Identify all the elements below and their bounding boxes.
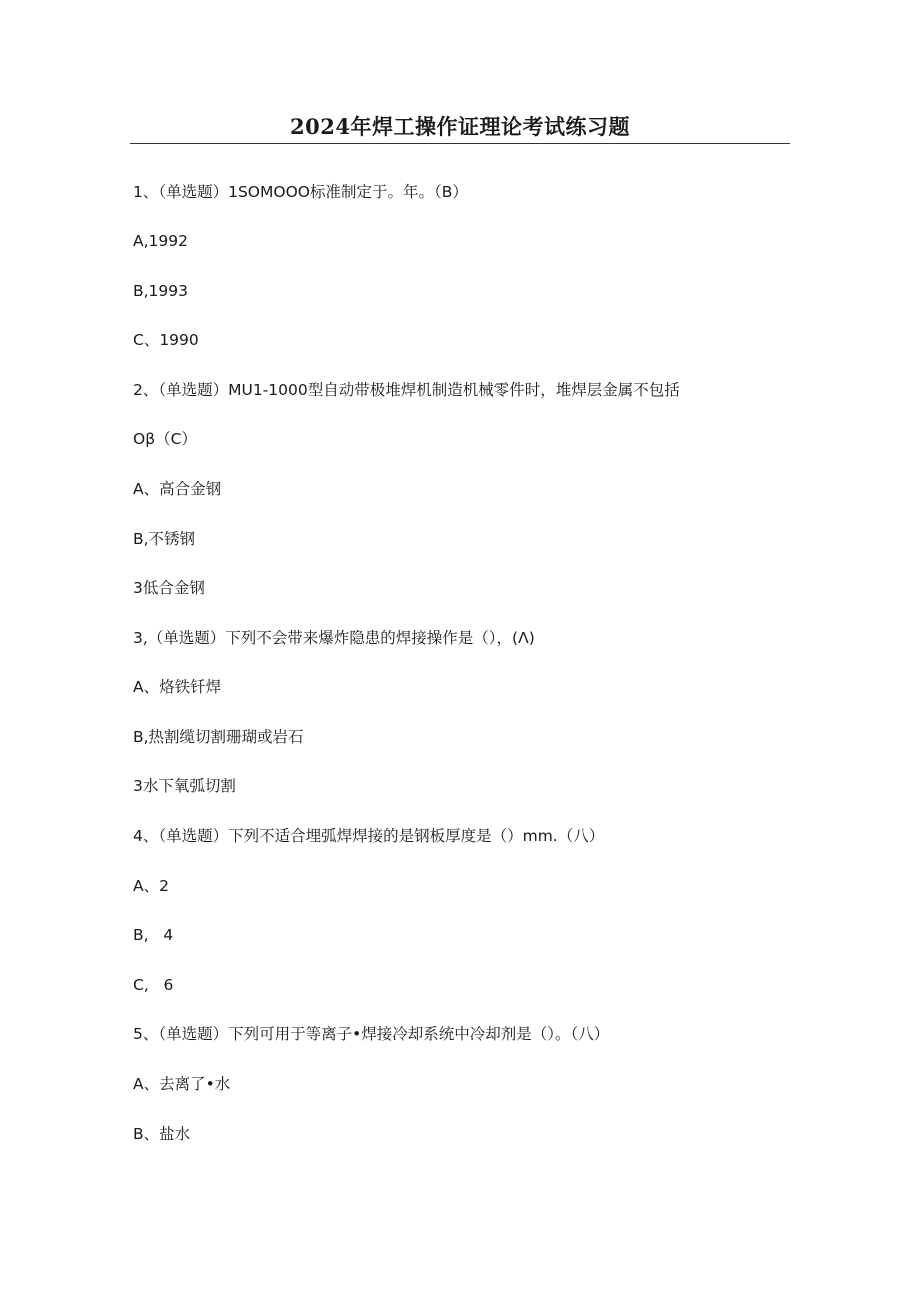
question-2-option-b: B,不锈钢	[133, 530, 196, 548]
question-4-stem: 4、（单选题）下列不适合埋弧焊焊接的是钢板厚度是（）mm.（八）	[133, 827, 605, 845]
question-5-option-b: B、盐水	[133, 1125, 191, 1143]
question-3-option-c: 3水下氧弧切割	[133, 777, 236, 795]
question-1-stem: 1、（单选题）1SOMOOO标准制定于。年。（B）	[133, 183, 468, 201]
question-5-option-a: A、去离了•水	[133, 1075, 231, 1093]
document-title: 2024年焊工操作证理论考试练习题	[290, 114, 630, 139]
question-5-stem: 5、（单选题）下列可用于等离子•焊接冷却系统中冷却剂是（）。（八）	[133, 1025, 610, 1043]
question-2-stem: 2、（单选题）MU1-1000型自动带极堆焊机制造机械零件时，堆焊层金属不包括	[133, 381, 680, 399]
question-1-option-c: C、1990	[133, 331, 199, 349]
title-underline	[130, 143, 790, 144]
question-4-option-a: A、2	[133, 877, 169, 895]
question-1-option-b: B,1993	[133, 282, 189, 300]
question-3-option-b: B,热割缆切割珊瑚或岩石	[133, 728, 304, 746]
question-3-option-a: A、烙铁钎焊	[133, 678, 222, 696]
question-4-option-b: B, 4	[133, 926, 174, 944]
question-2-option-c: 3低合金钢	[133, 579, 205, 597]
question-4-option-c: C, 6	[133, 976, 174, 994]
question-1-option-a: A,1992	[133, 232, 188, 250]
question-3-stem: 3,（单选题）下列不会带来爆炸隐患的焊接操作是（），(Λ)	[133, 629, 535, 647]
question-2-option-a: A、高合金钢	[133, 480, 222, 498]
question-2-stem-continued: Oβ（C）	[133, 430, 197, 448]
